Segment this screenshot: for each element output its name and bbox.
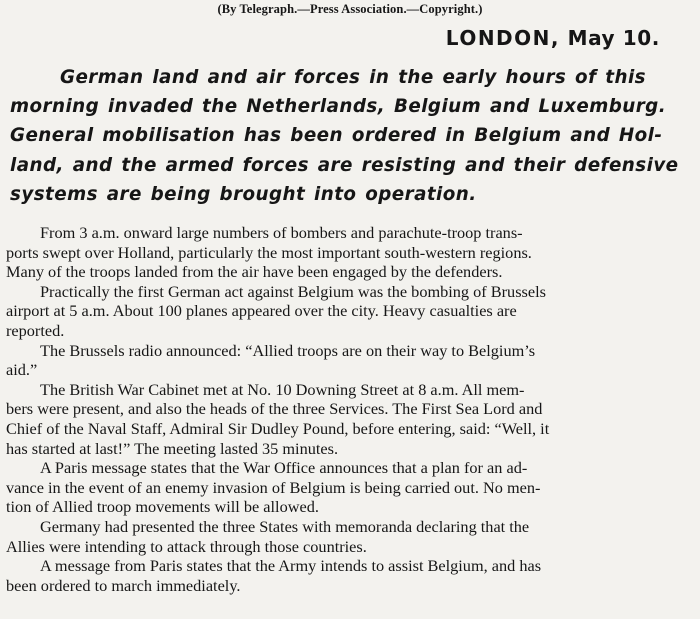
dateline-place: LONDON, bbox=[445, 26, 560, 50]
body-line: Allies were intending to attack through those countries. bbox=[6, 536, 367, 556]
body-line: airport at 5 a.m. About 100 planes appeared over the city. Heavy casualties are bbox=[6, 301, 517, 321]
body-line: Chief of the Naval Staff, Admiral Sir Dudley Pound, before entering, said: “Well, it bbox=[6, 418, 550, 438]
body-line: been ordered to march immediately. bbox=[6, 575, 241, 595]
lead-line: morning invaded the Netherlands, Belgium and Luxemburg. bbox=[10, 96, 667, 118]
lead-paragraph bbox=[10, 63, 692, 209]
body-line: reported. bbox=[6, 320, 65, 340]
body-line: ports swept over Holland, particularly the most important south-western regions. bbox=[6, 242, 532, 262]
body-line: Germany had presented the three States with memoranda declaring that the bbox=[40, 516, 530, 536]
body-line: bers were present, and also the heads of the three Services. The First Sea Lord and bbox=[6, 399, 543, 419]
body-line: The Brussels radio announced: “Allied troops are on their way to Belgium’s bbox=[40, 340, 536, 360]
body-line: A message from Paris states that the Army intends to assist Belgium, and has bbox=[40, 556, 542, 576]
article-body bbox=[6, 223, 700, 595]
dateline-date: May 10. bbox=[567, 26, 660, 50]
body-line: A Paris message states that the War Office announces that a plan for an ad- bbox=[40, 458, 528, 478]
body-line: Practically the first German act against Belgium was the bombing of Brussels bbox=[40, 281, 546, 301]
body-line: aid.” bbox=[6, 360, 38, 380]
body-line: From 3 a.m. onward large numbers of bombers and parachute-troop trans- bbox=[40, 223, 523, 242]
body-line: tion of Allied troop movements will be allowed. bbox=[6, 497, 319, 517]
lead-line: systems are being brought into operation. bbox=[10, 183, 477, 205]
lead-line: General mobilisation has been ordered in Belgium and Hol- bbox=[10, 125, 663, 147]
body-line: vance in the event of an enemy invasion of Belgium is being carried out. No men- bbox=[6, 477, 541, 497]
body-line: The British War Cabinet met at No. 10 Downing Street at 8 a.m. All mem- bbox=[40, 379, 525, 399]
body-line: Many of the troops landed from the air have been engaged by the defenders. bbox=[6, 262, 503, 282]
press-credit: (By Telegraph.—Press Association.—Copyright.) bbox=[217, 2, 483, 16]
body-line: has started at last!” The meeting lasted 35 minutes. bbox=[6, 438, 339, 458]
lead-line: German land and air forces in the early hours of this bbox=[60, 67, 646, 88]
dateline bbox=[446, 26, 660, 50]
lead-line: land, and the armed forces are resisting and their defensive bbox=[10, 154, 679, 176]
